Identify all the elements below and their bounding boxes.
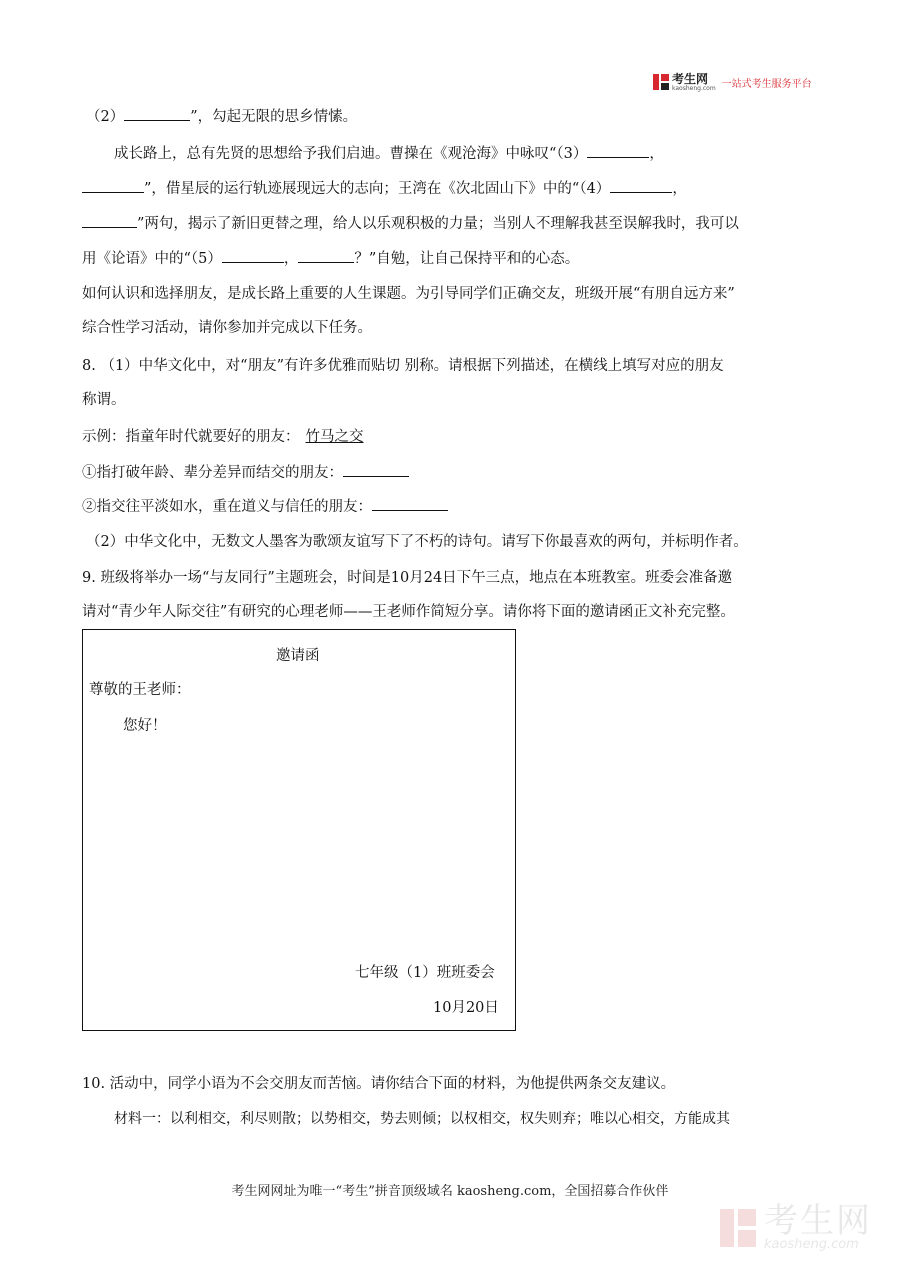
example-line: 示例：指童年时代就要好的朋友： 竹马之交 xyxy=(82,429,364,445)
invitation-date: 10月20日 xyxy=(433,1000,499,1016)
intro-line: 如何认识和选择朋友，是成长路上重要的人生课题。为引导同学们正确交友，班级开展“有朋自远方来” xyxy=(82,286,735,302)
answer-blank[interactable] xyxy=(298,248,354,263)
question-8-line: 8. （1）中华文化中，对“朋友”有许多优雅而贴切 别称。请根据下列描述，在横线上填写对应的朋友 xyxy=(82,358,724,374)
material-one-line: 材料一：以利相交，利尽则散；以势相交，势去则倾；以权相交，权失则弃；唯以心相交，方能成其 xyxy=(114,1111,730,1127)
question-8-item-2: ②指交往平淡如水，重在道义与信任的朋友： xyxy=(82,496,448,517)
example-answer: 竹马之交 xyxy=(305,429,364,445)
logo-name: 考生网 xyxy=(672,71,709,86)
paragraph-line: ”两句，揭示了新旧更替之理，给人以乐观积极的力量；当别人不理解我甚至误解我时，我可以 xyxy=(82,213,739,234)
kaosheng-watermark-icon xyxy=(720,1209,756,1247)
paragraph-line: 成长路上，总有先贤的思想给予我们启迪。曹操在《观沧海》中咏叹“（3） ， xyxy=(114,143,664,164)
invitation-greeting: 您好！ xyxy=(123,718,167,734)
invitation-title: 邀请函 xyxy=(276,648,320,664)
answer-blank[interactable] xyxy=(82,213,137,228)
poem-line-2: （2） ”，勾起无限的思乡情愫。 xyxy=(86,106,357,127)
paragraph-line: 用《论语》中的“（5） ， ？”自勉，让自己保持平和的心态。 xyxy=(82,248,579,269)
answer-blank[interactable] xyxy=(82,178,144,193)
question-9-line: 请对“青少年人际交往”有研究的心理老师——王老师作简短分享。请你将下面的邀请函正文补充完整。 xyxy=(82,604,735,620)
intro-line: 综合性学习活动，请你参加并完成以下任务。 xyxy=(82,320,372,336)
question-9-line: 9. 班级将举办一场“与友同行”主题班会，时间是10月24日下午三点，地点在本班教室。班委会准备邀 xyxy=(82,570,733,586)
answer-blank[interactable] xyxy=(124,106,190,121)
site-logo[interactable] xyxy=(653,72,812,92)
answer-blank[interactable] xyxy=(372,496,448,511)
answer-blank[interactable] xyxy=(610,178,672,193)
invitation-signature: 七年级（1）班班委会 xyxy=(355,965,495,981)
answer-blank[interactable] xyxy=(587,143,649,158)
logo-domain: kaosheng.com xyxy=(672,84,716,92)
watermark xyxy=(720,1201,872,1252)
question-8-part-2: （2）中华文化中，无数文人墨客为歌颂友谊写下了不朽的诗句。请写下你最喜欢的两句，并标明作者。 xyxy=(86,534,748,550)
footer-text: 考生网网址为唯一“考生”拼音顶级域名 kaosheng.com，全国招募合作伙伴 xyxy=(231,1184,669,1199)
invitation-letter-box[interactable] xyxy=(82,629,516,1031)
paragraph-line: ”，借星辰的运行轨迹展现远大的志向；王湾在《次北固山下》中的“（4） ， xyxy=(82,178,687,199)
question-8-item-1: ①指打破年龄、辈分差异而结交的朋友： xyxy=(82,462,409,483)
watermark-domain: kaosheng.com xyxy=(764,1237,859,1252)
kaosheng-logo-icon xyxy=(653,74,669,90)
answer-blank[interactable] xyxy=(222,248,284,263)
question-8-line: 称谓。 xyxy=(82,392,126,408)
watermark-name: 考生网 xyxy=(764,1201,872,1241)
logo-slogan: 一站式考生服务平台 xyxy=(721,78,812,90)
invitation-salutation: 尊敬的王老师： xyxy=(89,682,191,698)
answer-blank[interactable] xyxy=(343,462,409,477)
question-10-line: 10. 活动中，同学小语为不会交朋友而苦恼。请你结合下面的材料，为他提供两条交友建议。 xyxy=(82,1076,676,1092)
